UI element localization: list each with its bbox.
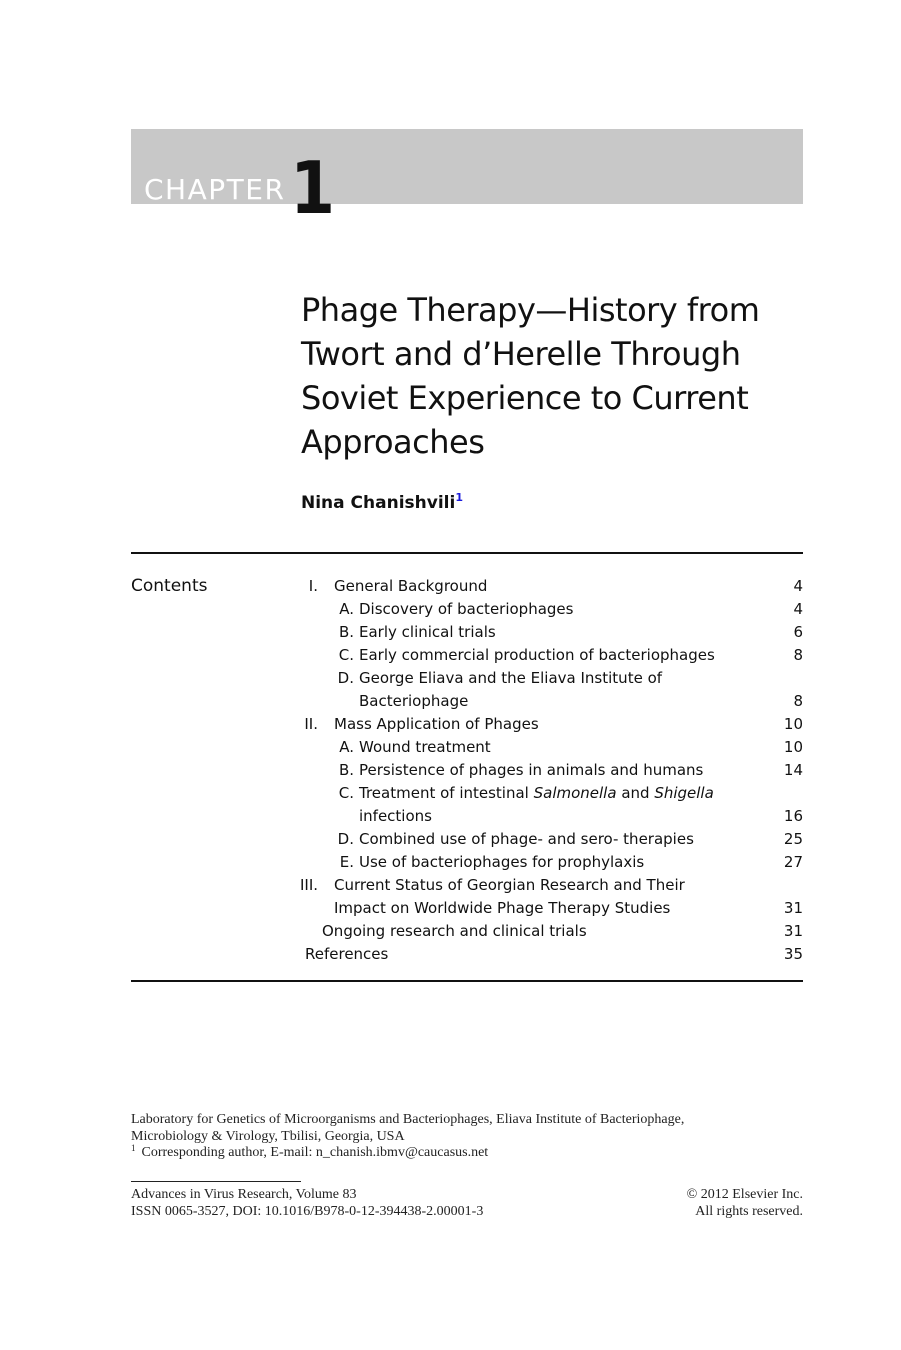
toc-number: E.	[339, 853, 354, 871]
chapter-label: CHAPTER	[144, 173, 286, 206]
toc-page: 4	[793, 577, 803, 595]
toc-text: Combined use of phage- and sero- therapies	[359, 830, 694, 848]
toc-entry[interactable]	[300, 713, 803, 736]
toc-entry[interactable]	[300, 575, 803, 598]
toc-page: 6	[793, 623, 803, 641]
toc-entry[interactable]	[300, 644, 803, 667]
toc-entry[interactable]	[300, 920, 803, 943]
toc-page: 16	[783, 807, 803, 825]
issn-doi: ISSN 0065-3527, DOI: 10.1016/B978-0-12-394438-2.00001-3	[131, 1204, 484, 1219]
toc-text-part: and	[616, 784, 655, 802]
toc-number: D.	[337, 669, 354, 687]
toc-number: D.	[337, 830, 354, 848]
toc-entry[interactable]	[300, 667, 803, 690]
affiliation-line: Laboratory for Genetics of Microorganisms and Bacteriophages, Eliava Institute of Bacteriophage,	[131, 1112, 685, 1127]
footnote-mark: 1	[131, 1143, 136, 1153]
chapter-title	[301, 288, 801, 464]
author-name: Nina Chanishvili	[301, 493, 456, 513]
toc-entry[interactable]	[300, 943, 803, 966]
affiliation-footnote	[131, 1112, 684, 1162]
contents-top-rule	[131, 552, 803, 554]
toc-text: infections	[359, 807, 432, 825]
title-line: Phage Therapy—History from	[301, 291, 760, 329]
rights: All rights reserved.	[695, 1204, 803, 1219]
toc-entry[interactable]	[300, 621, 803, 644]
toc-entry[interactable]	[300, 782, 803, 805]
toc-text: Persistence of phages in animals and humans	[359, 761, 704, 779]
chapter-number: 1	[290, 146, 336, 230]
toc-entry[interactable]	[300, 598, 803, 621]
toc-page: 4	[793, 600, 803, 618]
contents-bottom-rule	[131, 980, 803, 982]
toc-page: 35	[783, 945, 803, 963]
toc-text: Bacteriophage	[359, 692, 469, 710]
toc-text: Early commercial production of bacteriophages	[359, 646, 715, 664]
toc-page: 8	[793, 646, 803, 664]
toc-text: Use of bacteriophages for prophylaxis	[359, 853, 645, 871]
toc-page: 8	[793, 692, 803, 710]
title-line: Approaches	[301, 423, 485, 461]
toc-entry[interactable]	[300, 874, 803, 897]
toc-text-italic: Shigella	[654, 784, 714, 802]
toc-page: 10	[783, 738, 803, 756]
corresponding-author	[131, 1145, 684, 1162]
toc-text: References	[305, 945, 389, 963]
toc-entry-continuation[interactable]	[300, 690, 803, 713]
toc-number: A.	[339, 738, 354, 756]
copyright-info	[687, 1186, 803, 1220]
toc-number: C.	[338, 784, 354, 802]
author-footnote-link[interactable]: 1	[455, 491, 463, 504]
title-line: Soviet Experience to Current	[301, 379, 749, 417]
toc-text: Ongoing research and clinical trials	[322, 922, 587, 940]
toc-number: B.	[338, 623, 354, 641]
toc-entry[interactable]	[300, 851, 803, 874]
copyright: © 2012 Elsevier Inc.	[686, 1187, 803, 1202]
publication-info	[131, 1186, 483, 1220]
toc-entry-continuation[interactable]	[300, 805, 803, 828]
toc-page: 31	[783, 922, 803, 940]
corresponding-author-text: Corresponding author, E-mail: n_chanish.ibmv@caucasus.net	[141, 1145, 489, 1160]
toc-text: Discovery of bacteriophages	[359, 600, 574, 618]
toc-number: C.	[338, 646, 354, 664]
toc-text: Wound treatment	[359, 738, 491, 756]
toc-entry-continuation[interactable]	[300, 897, 803, 920]
toc-number: I.	[308, 577, 318, 595]
title-line: Twort and d’Herelle Through	[301, 335, 741, 373]
toc-number: A.	[339, 600, 354, 618]
toc-text-part: Treatment of intestinal	[359, 784, 534, 802]
toc-number: B.	[338, 761, 354, 779]
toc-number: II.	[304, 715, 318, 733]
toc-text: Mass Application of Phages	[334, 715, 539, 733]
toc-number: III.	[300, 876, 319, 894]
toc-text: Early clinical trials	[359, 623, 496, 641]
footnote-separator	[131, 1181, 301, 1182]
toc-entry[interactable]	[300, 759, 803, 782]
toc-text: Current Status of Georgian Research and Their	[334, 876, 685, 894]
journal-volume: Advances in Virus Research, Volume 83	[131, 1187, 357, 1202]
toc-text: George Eliava and the Eliava Institute of	[359, 669, 663, 687]
table-of-contents	[300, 575, 803, 966]
toc-page: 14	[783, 761, 803, 779]
toc-page: 10	[783, 715, 803, 733]
author	[301, 491, 463, 515]
toc-entry[interactable]	[300, 828, 803, 851]
toc-text	[359, 782, 714, 805]
contents-label: Contents	[131, 576, 208, 596]
toc-page: 31	[783, 899, 803, 917]
toc-page: 27	[783, 853, 803, 871]
toc-text-italic: Salmonella	[533, 784, 617, 802]
toc-page: 25	[783, 830, 803, 848]
toc-text: Impact on Worldwide Phage Therapy Studies	[334, 899, 671, 917]
toc-entry[interactable]	[300, 736, 803, 759]
affiliation-line: Microbiology & Virology, Tbilisi, Georgia, USA	[131, 1128, 405, 1144]
toc-text: General Background	[334, 577, 488, 595]
